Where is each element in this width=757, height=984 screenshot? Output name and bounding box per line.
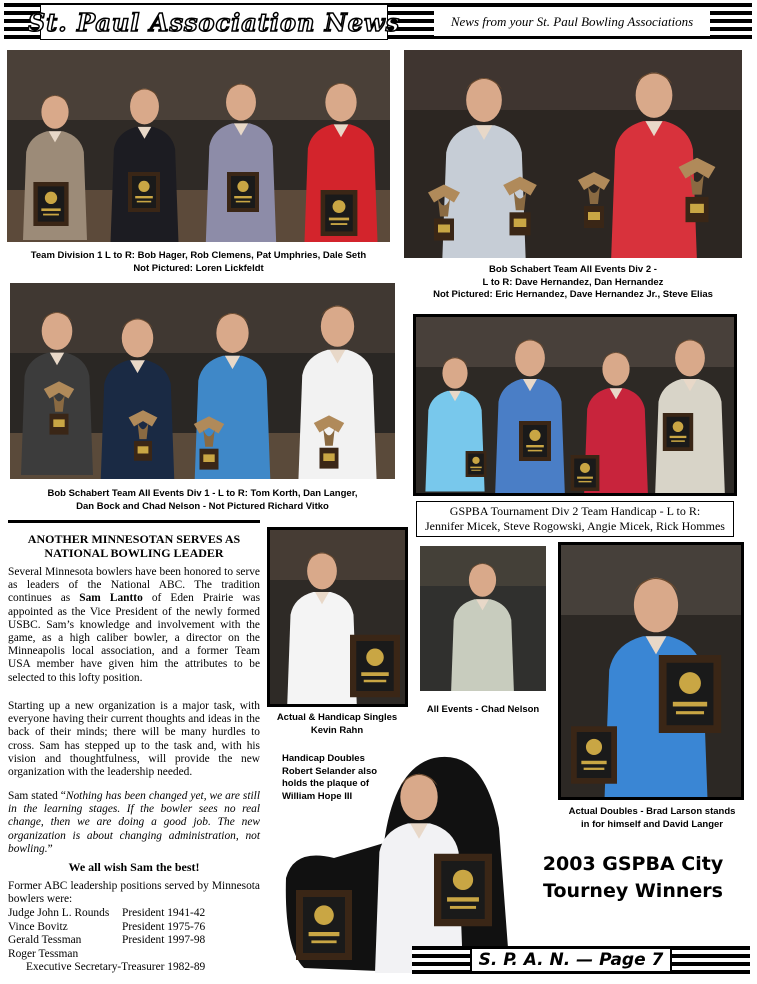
caption-line: Actual & Handicap Singles (276, 712, 398, 723)
photo-robert-selander (284, 748, 510, 974)
roster-role: Executive Secretary-Treasurer 1982-89 (26, 961, 206, 974)
sam-quote: Nothing has been changed yet, we are still in the learning stages. If the bowler sees no real change, then we are doing a good job. The new organization is about changing administration, not bowling. (8, 790, 261, 855)
text: of Eden Prairie was appointed as the Vice President of the newly formed USBC. Sam’s knowledge and involvement with the game, as a high caliber bowler, a director on the Minneapolis local association, and a former Team USA member have given him the attributes to be selected to this lofty position. (8, 592, 260, 684)
feature-line: Tourney Winners (543, 880, 723, 902)
roster-role: President 1975-76 (122, 920, 206, 933)
text: Former ABC leadership positions served by Minnesota bowlers were: (8, 880, 260, 906)
photo-schabert-div-2 (404, 50, 742, 258)
caption-line: Kevin Rahn (310, 724, 364, 736)
headline-line: ANOTHER MINNESOTAN SERVES AS (27, 532, 241, 546)
feature-title (518, 851, 748, 905)
tagline: News from your St. Paul Bowling Associations (450, 14, 694, 29)
text: Sam stated “ (8, 790, 66, 802)
caption-line: in for himself and David Langer (581, 818, 723, 830)
roster-role: President 1997-98 (122, 934, 206, 947)
caption-actual-doubles (556, 806, 748, 831)
masthead (27, 4, 401, 40)
footer-page-label: S. P. A. N. — Page 7 (478, 950, 664, 970)
caption-singles (262, 712, 412, 737)
caption-team-division-1 (7, 250, 390, 275)
leadership-roster (8, 907, 205, 975)
roster-row (8, 948, 205, 962)
roster-row (8, 921, 205, 935)
masthead-title: St. Paul Association News (27, 7, 401, 37)
roster-row (8, 907, 205, 921)
caption-schabert-div-1 (10, 488, 395, 513)
caption-line: Bob Schabert Team All Events Div 2 - (489, 264, 657, 275)
sam-name: Sam Lantto (79, 592, 143, 605)
article-paragraph-3 (8, 790, 260, 856)
photo-chad-nelson (420, 546, 546, 691)
caption-line: holds the plaque of (282, 778, 370, 789)
roster-name: Roger Tessman (8, 947, 79, 960)
photo-schabert-div-1 (10, 283, 395, 479)
footer-page-box (470, 947, 672, 973)
caption-line: Not Pictured: Eric Hernandez, Dave Hernandez Jr., Steve Elias (433, 289, 713, 300)
caption-schabert-div-2 (404, 264, 742, 302)
caption-line: Team Division 1 L to R: Bob Hager, Rob Clemens, Pat Umphries, Dale Seth (30, 250, 367, 261)
roster-name: Judge John L. Rounds (8, 907, 110, 919)
article-paragraph-2 (8, 700, 260, 779)
photo-brad-larson (558, 542, 744, 800)
caption-line: Jennifer Micek, Steve Rogowski, Angie Micek, Rick Hommes (425, 519, 725, 533)
caption-line: Dan Bock and Chad Nelson - Not Pictured Richard Vitko (76, 500, 329, 512)
caption-gspba-div-2 (416, 501, 734, 537)
article-headline (8, 532, 260, 560)
caption-line: Handicap Doubles (282, 753, 365, 764)
photo-kevin-rahn (267, 527, 408, 707)
text: Starting up a new organization is a major task, with everyone having their current thoughts and ideas in the back of their minds; there will be many hurdles to cross. Sam has stepped up to the task and, with his vision and thoughtfulness, will provide the new organization with the leadership needed. (8, 700, 260, 779)
text: ” (47, 842, 53, 855)
caption-line: GSPBA Tournament Div 2 Team Handicap - L to R: (449, 504, 701, 518)
photo-team-division-1 (7, 50, 390, 242)
caption-line: Bob Schabert Team All Events Div 1 - L to R: Tom Korth, Dan Langer, (47, 488, 358, 499)
caption-line: All Events - Chad Nelson (426, 704, 540, 715)
article-paragraph-4 (8, 880, 260, 906)
roster-name: Vince Bovitz (8, 920, 68, 933)
photo-gspba-div-2 (413, 314, 737, 496)
caption-line: Not Pictured: Loren Lickfeldt (133, 262, 264, 274)
feature-line: 2003 GSPBA City (542, 853, 724, 875)
roster-row (8, 934, 205, 948)
caption-line: Actual Doubles - Brad Larson stands (568, 806, 736, 817)
caption-all-events (416, 704, 550, 717)
article-paragraph-1 (8, 566, 260, 685)
roster-name: Gerald Tessman (8, 934, 82, 947)
roster-row-last (8, 961, 205, 975)
text: Several Minnesota bowlers have been honored to serve as leaders of the National ABC. The tradition continues as (8, 566, 260, 605)
caption-line: Robert Selander also (282, 765, 378, 777)
roster-role: President 1941-42 (122, 907, 206, 919)
tagline-box (434, 8, 710, 36)
article-rule (8, 520, 260, 523)
headline-line: NATIONAL BOWLING LEADER (44, 546, 224, 560)
caption-line: William Hope III (282, 790, 353, 802)
caption-line: L to R: Dave Hernandez, Dan Hernandez (482, 276, 664, 288)
article-wish: We all wish Sam the best! (68, 860, 200, 874)
